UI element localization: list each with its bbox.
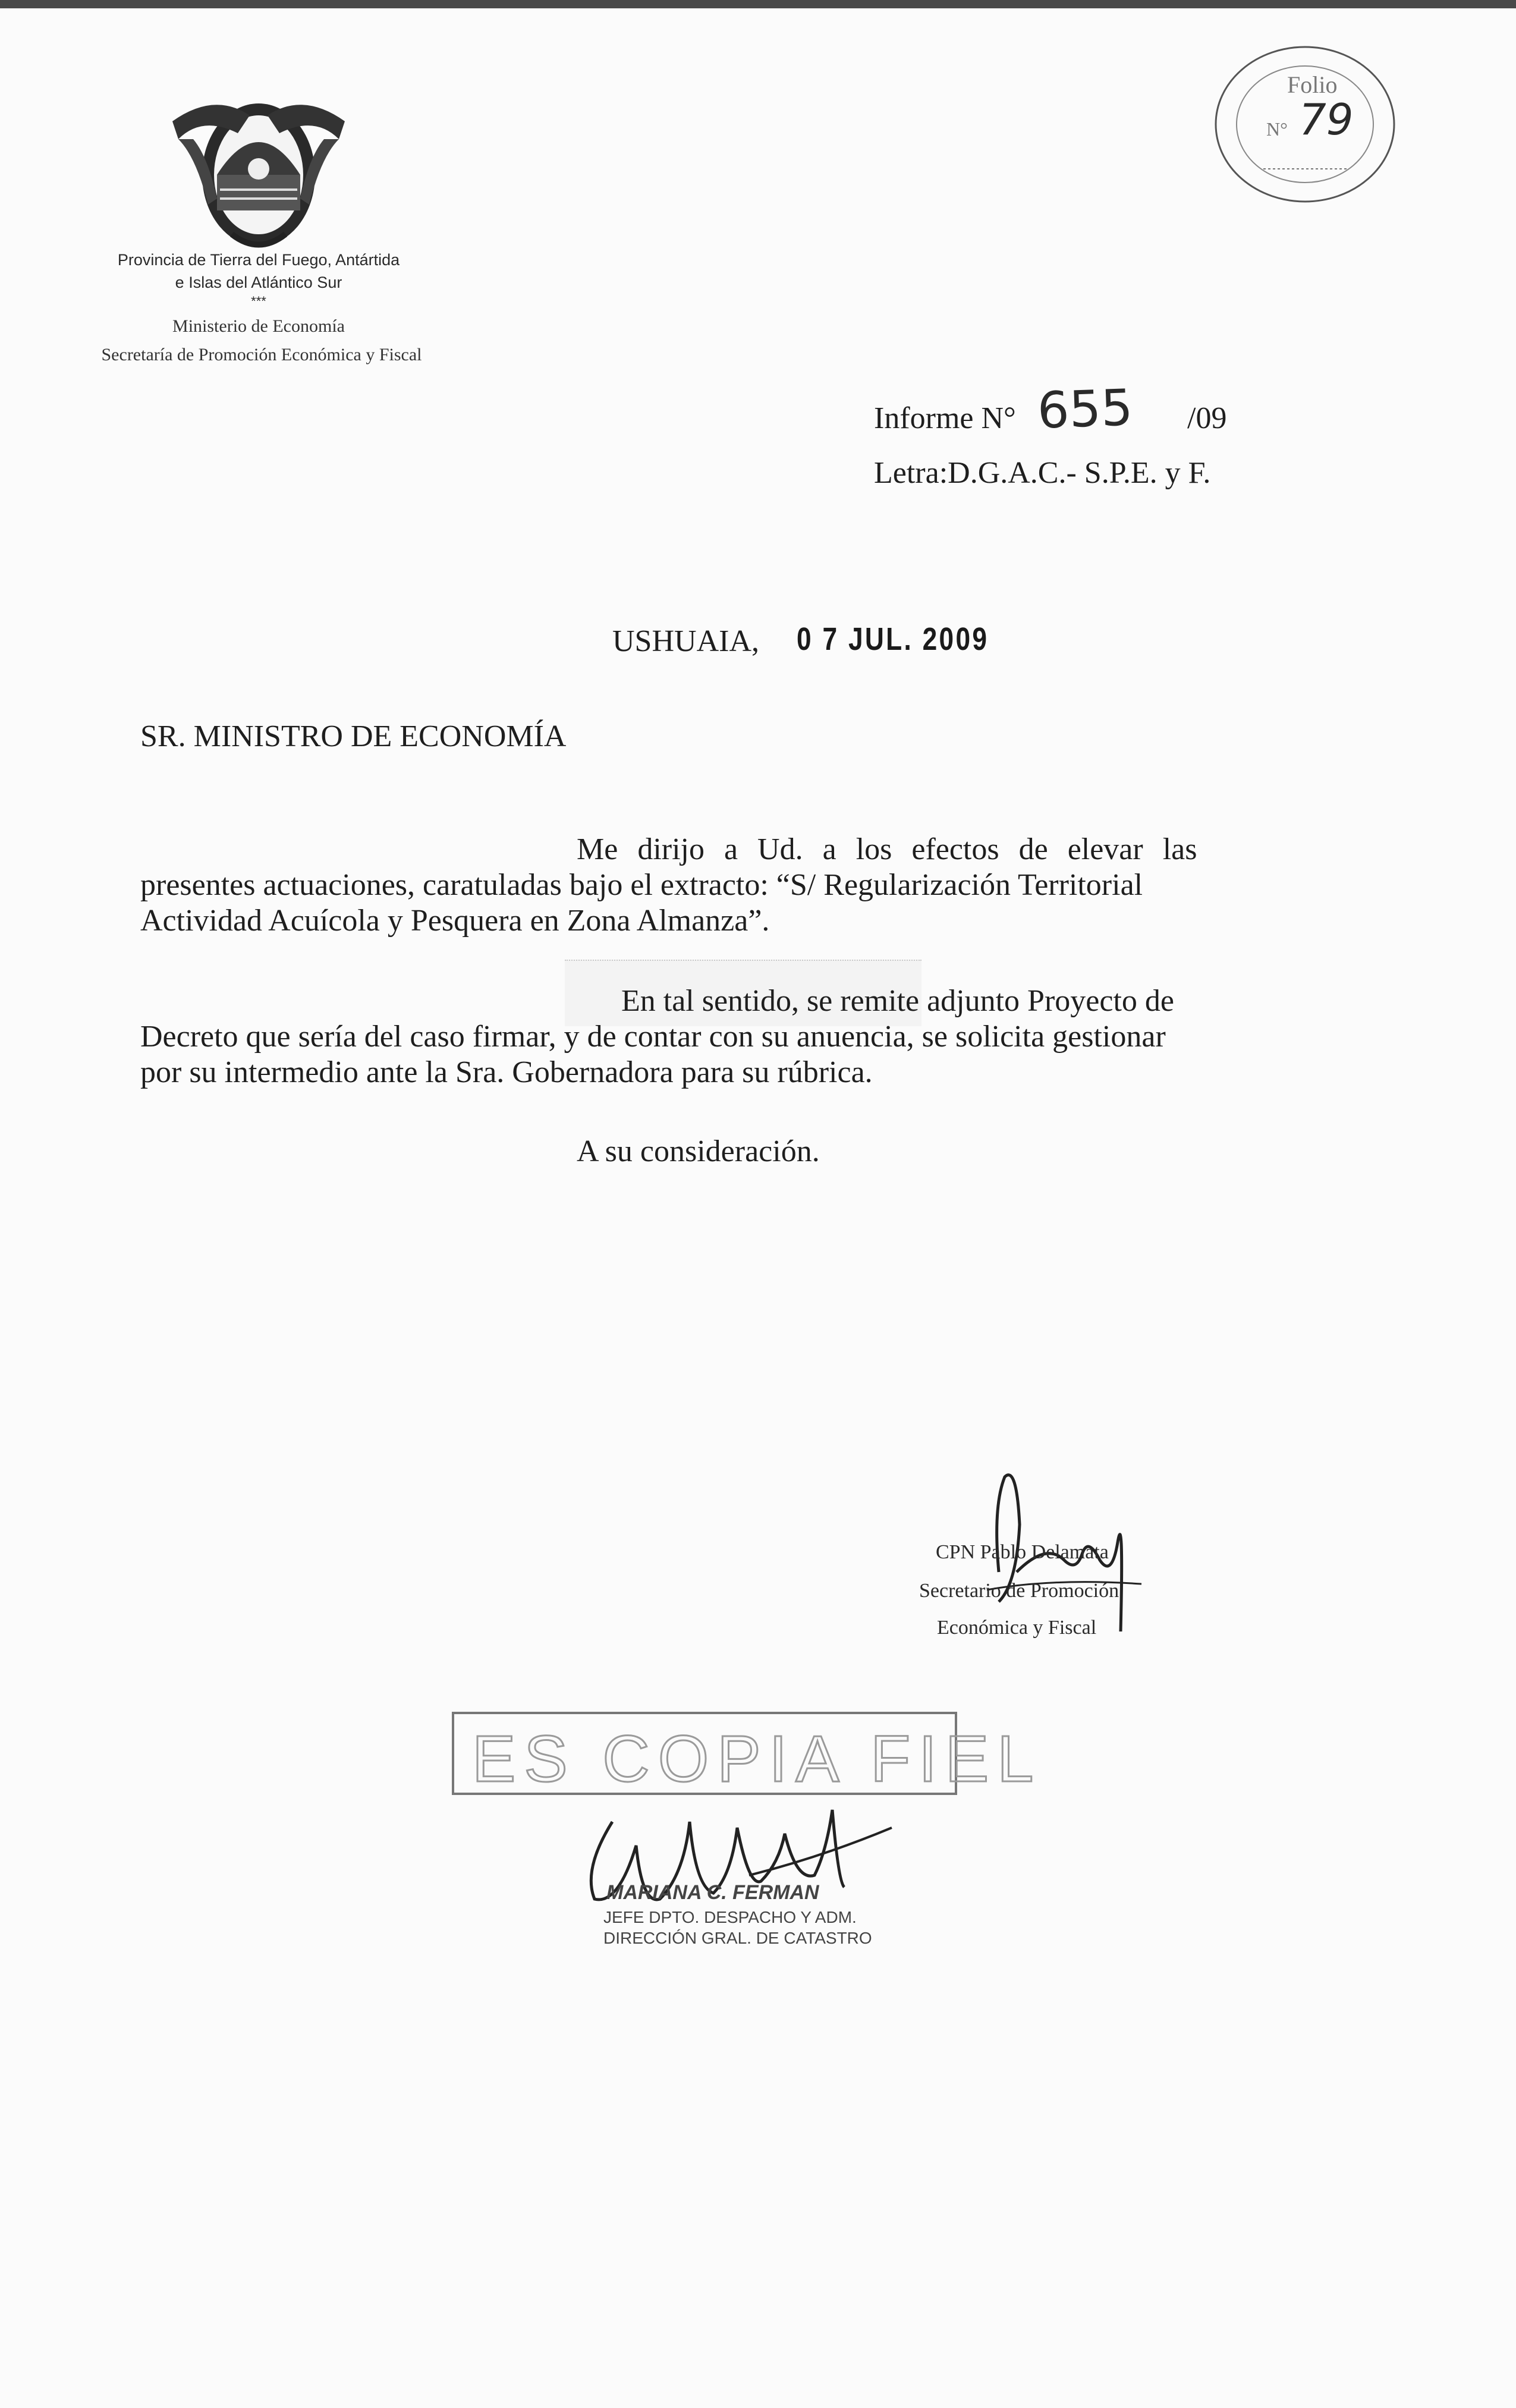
copy-stamp-role1: JEFE DPTO. DESPACHO Y ADM. xyxy=(603,1908,857,1926)
folio-seal xyxy=(1207,38,1403,210)
informe-year: /09 xyxy=(1187,401,1227,435)
recipient: SR. MINISTRO DE ECONOMÍA xyxy=(140,719,567,753)
provincial-crest-icon xyxy=(161,86,357,258)
copy-stamp-text: ES COPIA FIEL xyxy=(472,1722,1042,1796)
body-p2-line3: por su intermedio ante la Sra. Gobernadora para su rúbrica. xyxy=(140,1055,873,1089)
signer-name: CPN Pablo Delamata xyxy=(936,1541,1109,1563)
header-ministry: Ministerio de Economía xyxy=(172,316,345,336)
header-province-line1: Provincia de Tierra del Fuego, Antártida xyxy=(117,251,400,269)
signer-title-line2: Económica y Fiscal xyxy=(937,1617,1097,1639)
body-p1-line1: Me dirijo a Ud. a los efectos de elevar las xyxy=(577,832,1197,866)
header-province-line2: e Islas del Atlántico Sur xyxy=(175,274,342,291)
date-stamp: 0 7 JUL. 2009 xyxy=(797,621,989,657)
copy-stamp-role2: DIRECCIÓN GRAL. DE CATASTRO xyxy=(603,1929,872,1947)
signer-title-line1: Secretario de Promoción xyxy=(919,1580,1119,1602)
body-p1-line3: Actividad Acuícola y Pesquera en Zona Almanza”. xyxy=(140,904,770,938)
body-p1-line2: presentes actuaciones, caratuladas bajo el extracto: “S/ Regularización Territorial xyxy=(140,868,1143,902)
body-p2-line2: Decreto que sería del caso firmar, y de contar con su anuencia, se solicita gestionar xyxy=(140,1020,1166,1054)
copy-stamp-name: MARIANA C. FERMAN xyxy=(606,1881,819,1904)
date-city: USHUAIA, xyxy=(612,624,759,658)
folio-label: Folio xyxy=(1287,71,1338,98)
copy-certification-stamp xyxy=(452,1712,1042,1796)
folio-number: 79 xyxy=(1299,95,1354,144)
closing: A su consideración. xyxy=(577,1134,820,1168)
informe-label: Informe N° xyxy=(874,401,1016,435)
folio-number-label: N° xyxy=(1266,118,1288,140)
informe-letra: Letra:D.G.A.C.- S.P.E. y F. xyxy=(874,456,1211,490)
body-p2-line1: En tal sentido, se remite adjunto Proyecto de xyxy=(621,984,1174,1018)
header-secretariat: Secretaría de Promoción Económica y Fiscal xyxy=(101,345,422,364)
header-stars: *** xyxy=(251,294,266,309)
informe-number: 655 xyxy=(1036,378,1134,440)
